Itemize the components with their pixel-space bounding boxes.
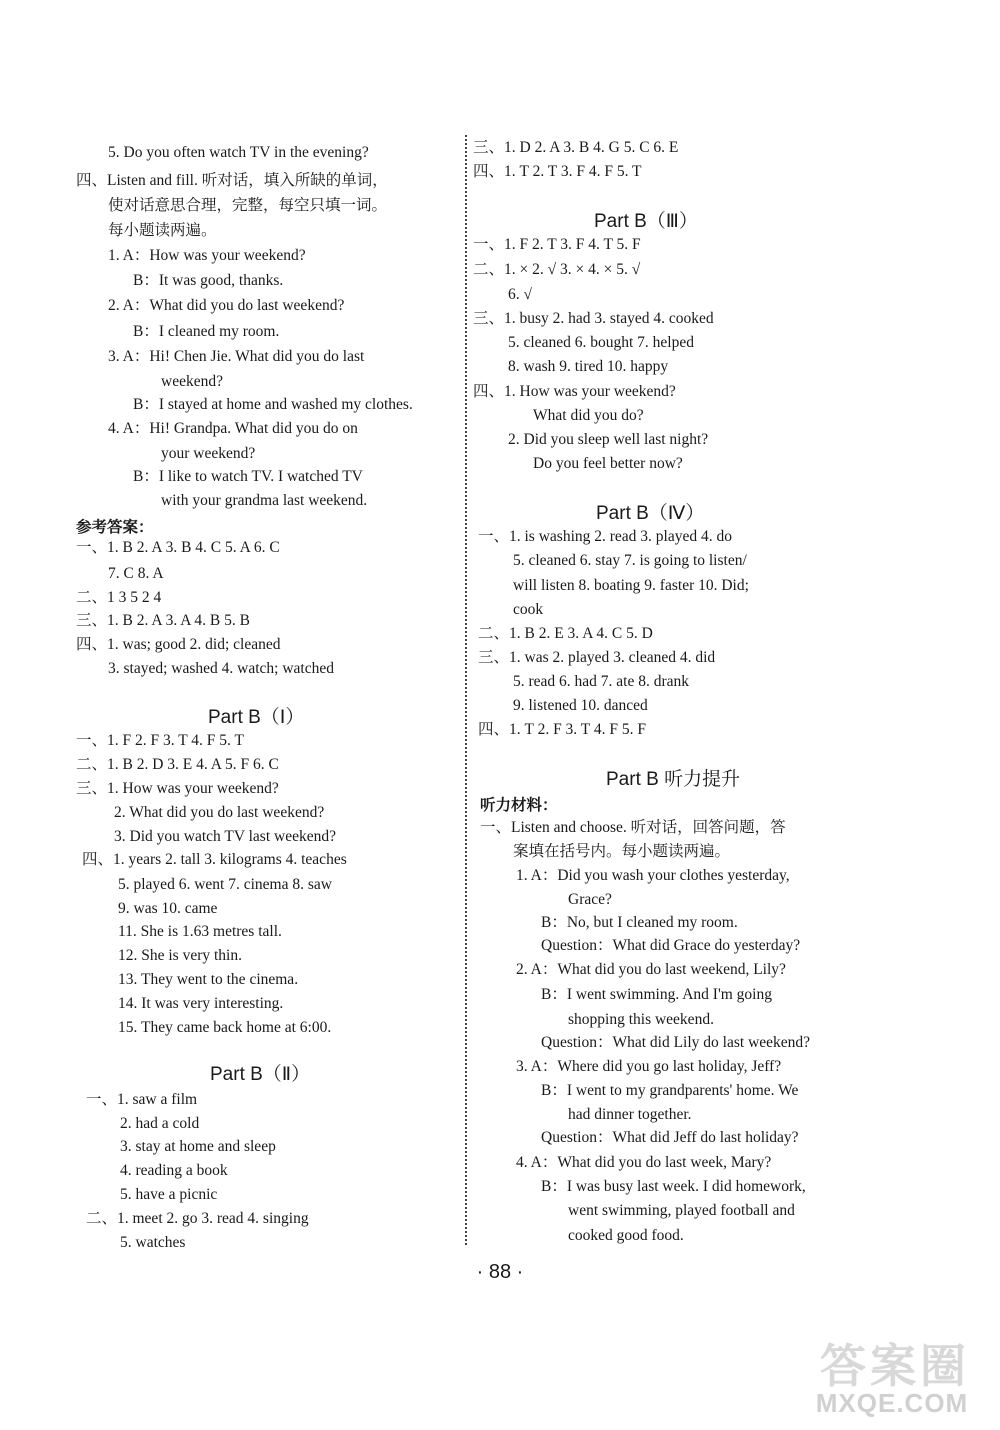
right-text-line: 2. Did you sleep well last night? bbox=[508, 431, 709, 448]
left-text-line: 一、1. saw a film bbox=[86, 1091, 198, 1108]
left-text-line: your weekend? bbox=[161, 445, 256, 462]
watermark-glyph: 答案圈 bbox=[820, 1339, 970, 1393]
right-text-line: 5. cleaned 6. stay 7. is going to listen/ bbox=[513, 552, 747, 569]
right-text-line: 三、1. busy 2. had 3. stayed 4. cooked bbox=[473, 310, 714, 327]
right-text-line: 5. cleaned 6. bought 7. helped bbox=[508, 334, 694, 351]
right-text-line: Grace? bbox=[568, 891, 612, 908]
left-text-line: B：It was good, thanks. bbox=[133, 272, 284, 289]
left-text-line: weekend? bbox=[161, 373, 223, 390]
watermark-logo bbox=[792, 1330, 992, 1425]
left-text-line: B：I cleaned my room. bbox=[133, 323, 280, 340]
right-text-line: 5. read 6. had 7. ate 8. drank bbox=[513, 673, 690, 690]
left-text-line: 四、1. was; good 2. did; cleaned bbox=[76, 636, 281, 653]
left-text-line: 三、1. B 2. A 3. A 4. B 5. B bbox=[76, 612, 250, 629]
left-text-line: 5. have a picnic bbox=[120, 1186, 218, 1203]
left-text-line: 13. They went to the cinema. bbox=[118, 971, 299, 988]
left-text-line: 7. C 8. A bbox=[108, 565, 164, 582]
right-text-line: 案填在括号内。每小题读两遍。 bbox=[513, 843, 731, 860]
right-text-line: B：I went swimming. And I'm going bbox=[541, 986, 772, 1003]
left-text-line: 2. had a cold bbox=[120, 1115, 200, 1132]
right-text-line: had dinner together. bbox=[568, 1106, 692, 1123]
left-text-line: B：I stayed at home and washed my clothes. bbox=[133, 396, 413, 413]
column-divider bbox=[465, 135, 467, 1245]
right-text-line: B：No, but I cleaned my room. bbox=[541, 914, 738, 931]
left-text-line: 15. They came back home at 6:00. bbox=[118, 1019, 332, 1036]
left-text-line: with your grandma last weekend. bbox=[161, 492, 368, 509]
right-text-line: cooked good food. bbox=[568, 1227, 684, 1244]
right-text-line: 四、1. T 2. T 3. F 4. F 5. T bbox=[473, 163, 642, 180]
right-text-line: 9. listened 10. danced bbox=[513, 697, 648, 714]
right-text-line: 一、Listen and choose. 听对话，回答问题，答 bbox=[480, 819, 786, 836]
right-text-line: Do you feel better now? bbox=[533, 455, 683, 472]
right-text-line: Question：What did Grace do yesterday? bbox=[541, 937, 801, 954]
right-text-line: 8. wash 9. tired 10. happy bbox=[508, 358, 669, 375]
right-text-line: 1. A：Did you wash your clothes yesterday, bbox=[516, 867, 790, 884]
watermark-text: MXQE.COM bbox=[815, 1388, 969, 1418]
left-text-line: 4. reading a book bbox=[120, 1162, 228, 1179]
left-text-line: 2. What did you do last weekend? bbox=[114, 804, 325, 821]
left-text-line: 9. was 10. came bbox=[118, 900, 218, 917]
section-heading: Part B 听力提升 bbox=[606, 769, 741, 790]
right-text-line: 三、1. D 2. A 3. B 4. G 5. C 6. E bbox=[473, 139, 679, 156]
left-text-line: 3. stay at home and sleep bbox=[120, 1138, 276, 1155]
left-text-line: 12. She is very thin. bbox=[118, 947, 242, 964]
left-text-line: 5. played 6. went 7. cinema 8. saw bbox=[118, 876, 332, 893]
left-text-line: 四、Listen and fill. 听对话，填入所缺的单词， bbox=[76, 172, 388, 189]
left-text-line: 三、1. How was your weekend? bbox=[76, 780, 279, 797]
right-text-line: shopping this weekend. bbox=[568, 1011, 714, 1028]
left-text-line: 3. Did you watch TV last weekend? bbox=[114, 828, 336, 845]
left-text-line: 二、1 3 5 2 4 bbox=[76, 589, 162, 606]
right-text-line: B：I went to my grandparents' home. We bbox=[541, 1082, 799, 1099]
right-text-line: What did you do? bbox=[533, 407, 644, 424]
left-text-line: 使对话意思合理，完整，每空只填一词。 bbox=[108, 197, 388, 214]
right-text-line: went swimming, played football and bbox=[568, 1202, 795, 1219]
right-text-line: cook bbox=[513, 601, 544, 618]
right-text-line: 三、1. was 2. played 3. cleaned 4. did bbox=[478, 649, 716, 666]
left-text-line: 二、1. B 2. D 3. E 4. A 5. F 6. C bbox=[76, 756, 279, 773]
left-text-line: 四、1. years 2. tall 3. kilograms 4. teaches bbox=[82, 851, 347, 868]
right-text-line: 一、1. is washing 2. read 3. played 4. do bbox=[478, 528, 732, 545]
left-text-line: 11. She is 1.63 metres tall. bbox=[118, 923, 282, 940]
right-text-line: will listen 8. boating 9. faster 10. Did; bbox=[513, 577, 749, 594]
right-text-line: B：I was busy last week. I did homework, bbox=[541, 1178, 806, 1195]
section-heading: Part B（Ⅳ） bbox=[596, 503, 705, 524]
left-text-line: 2. A：What did you do last weekend? bbox=[108, 297, 345, 314]
right-text-line: 二、1. B 2. E 3. A 4. C 5. D bbox=[478, 625, 653, 642]
left-text-line: 5. Do you often watch TV in the evening? bbox=[108, 144, 369, 161]
section-heading: Part B（Ⅰ） bbox=[208, 707, 305, 728]
left-text-line: B：I like to watch TV. I watched TV bbox=[133, 468, 363, 485]
right-text-line: 6. √ bbox=[508, 286, 533, 303]
section-heading: Part B（Ⅱ） bbox=[210, 1064, 311, 1085]
right-text-line: 听力材料： bbox=[480, 797, 558, 814]
left-text-line: 14. It was very interesting. bbox=[118, 995, 284, 1012]
right-text-line: Question：What did Lily do last weekend? bbox=[541, 1034, 811, 1051]
left-text-line: 4. A：Hi! Grandpa. What did you do on bbox=[108, 420, 358, 437]
left-text-line: 参考答案： bbox=[76, 519, 154, 536]
right-text-line: Question：What did Jeff do last holiday? bbox=[541, 1129, 799, 1146]
right-text-line: 2. A：What did you do last weekend, Lily? bbox=[516, 961, 786, 978]
left-text-line: 每小题读两遍。 bbox=[108, 222, 217, 239]
right-text-line: 3. A：Where did you go last holiday, Jeff? bbox=[516, 1058, 782, 1075]
left-text-line: 二、1. meet 2. go 3. read 4. singing bbox=[86, 1210, 309, 1227]
left-text-line: 一、1. B 2. A 3. B 4. C 5. A 6. C bbox=[76, 539, 280, 556]
right-text-line: 四、1. How was your weekend? bbox=[473, 383, 676, 400]
right-text-line: 二、1. × 2. √ 3. × 4. × 5. √ bbox=[473, 261, 641, 278]
left-text-line: 一、1. F 2. F 3. T 4. F 5. T bbox=[76, 732, 244, 749]
left-text-line: 5. watches bbox=[120, 1234, 186, 1251]
page-number: · 88 · bbox=[476, 1261, 524, 1283]
left-text-line: 1. A：How was your weekend? bbox=[108, 247, 306, 264]
left-text-line: 3. A：Hi! Chen Jie. What did you do last bbox=[108, 348, 365, 365]
section-heading: Part B（Ⅲ） bbox=[594, 211, 698, 232]
right-text-line: 一、1. F 2. T 3. F 4. T 5. F bbox=[473, 236, 641, 253]
left-text-line: 3. stayed; washed 4. watch; watched bbox=[108, 660, 334, 677]
right-text-line: 四、1. T 2. F 3. T 4. F 5. F bbox=[478, 721, 646, 738]
right-text-line: 4. A：What did you do last week, Mary? bbox=[516, 1154, 772, 1171]
